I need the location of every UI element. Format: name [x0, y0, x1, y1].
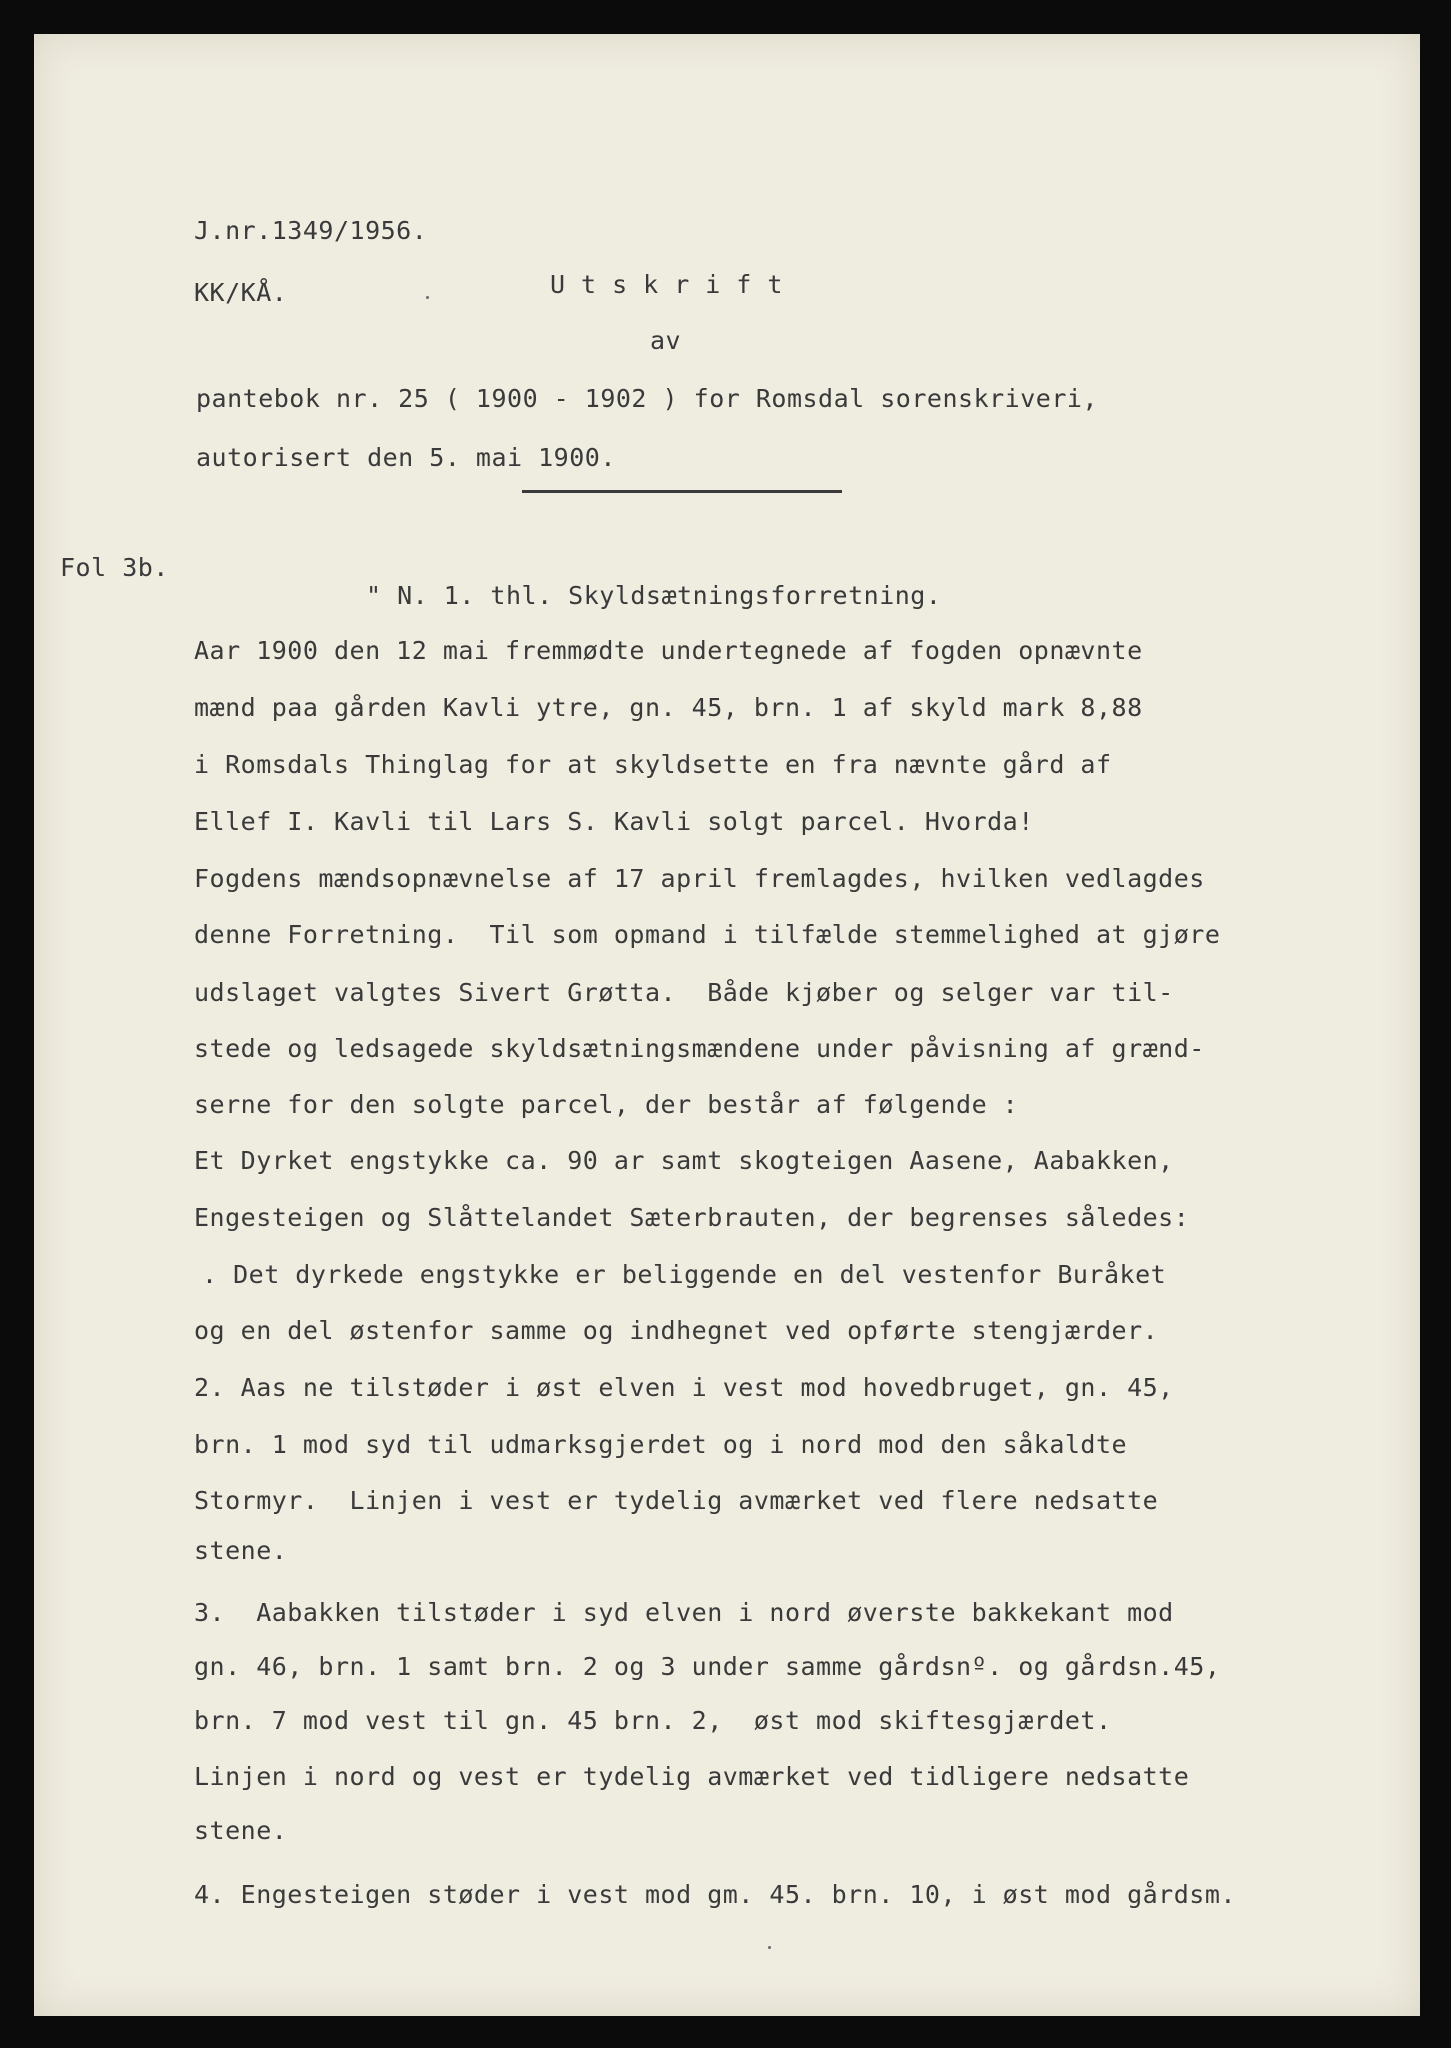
- body-line: stene.: [194, 1816, 288, 1845]
- body-line: serne for den solgte parcel, der består af følgende :: [194, 1090, 1019, 1119]
- av-line: av: [650, 326, 682, 355]
- document-title: Utskrift: [550, 270, 799, 299]
- divider-rule: [522, 490, 842, 493]
- body-line: i Romsdals Thinglag for at skyldsette en fra nævnte gård af: [194, 750, 1112, 779]
- source-line: pantebok nr. 25 ( 1900 - 1902 ) for Romsdal sorenskriveri,: [196, 384, 1098, 413]
- body-line: 4. Engesteigen støder i vest mod gm. 45. brn. 10, i øst mod gårdsm.: [194, 1880, 1236, 1909]
- body-line: gn. 46, brn. 1 samt brn. 2 og 3 under samme gårdsnº. og gårdsn.45,: [194, 1652, 1221, 1681]
- body-line: og en del østenfor samme og indhegnet ved opførte stengjærder.: [194, 1316, 1159, 1345]
- body-line: Aar 1900 den 12 mai fremmødte undertegnede af fogden opnævnte: [194, 636, 1143, 665]
- body-line: stede og ledsagede skyldsætningsmændene under påvisning af grænd-: [194, 1034, 1205, 1063]
- body-line: 3. Aabakken tilstøder i syd elven i nord øverste bakkekant mod: [194, 1598, 1174, 1627]
- body-line: Linjen i nord og vest er tydelig avmærket ved tidligere nedsatte: [194, 1762, 1190, 1791]
- body-line: udslaget valgtes Sivert Grøtta. Både kjøber og selger var til-: [194, 978, 1174, 1007]
- body-line: " N. 1. thl. Skyldsætningsforretning.: [366, 581, 942, 610]
- body-line: brn. 7 mod vest til gn. 45 brn. 2, øst mod skiftesgjærdet.: [194, 1706, 1112, 1735]
- initials: KK/KÅ.: [194, 278, 288, 307]
- ink-speck: [426, 296, 429, 299]
- body-line: Engesteigen og Slåttelandet Sæterbrauten, der begrenses således:: [194, 1203, 1190, 1232]
- body-line: 2. Aas ne tilstøder i øst elven i vest mod hovedbruget, gn. 45,: [194, 1373, 1174, 1402]
- ink-speck: [768, 1946, 771, 1949]
- body-line: Stormyr. Linjen i vest er tydelig avmærket ved flere nedsatte: [194, 1486, 1159, 1515]
- body-line: brn. 1 mod syd til udmarksgjerdet og i nord mod den såkaldte: [194, 1430, 1128, 1459]
- body-line: Fogdens mændsopnævnelse af 17 april fremlagdes, hvilken vedlagdes: [194, 864, 1205, 893]
- body-line: denne Forretning. Til som opmand i tilfælde stemmelighed at gjøre: [194, 920, 1221, 949]
- body-line: . Det dyrkede engstykke er beliggende en del vestenfor Buråket: [202, 1260, 1167, 1289]
- authorized-line: autorisert den 5. mai 1900.: [196, 443, 616, 472]
- body-line: stene.: [194, 1536, 288, 1565]
- body-line: mænd paa gården Kavli ytre, gn. 45, brn. 1 af skyld mark 8,88: [194, 693, 1143, 722]
- journal-number: J.nr.1349/1956.: [194, 216, 428, 245]
- body-line: Et Dyrket engstykke ca. 90 ar samt skogteigen Aasene, Aabakken,: [194, 1146, 1174, 1175]
- body-line: Ellef I. Kavli til Lars S. Kavli solgt parcel. Hvorda!: [194, 807, 1034, 836]
- folio-note: Fol 3b.: [60, 553, 169, 582]
